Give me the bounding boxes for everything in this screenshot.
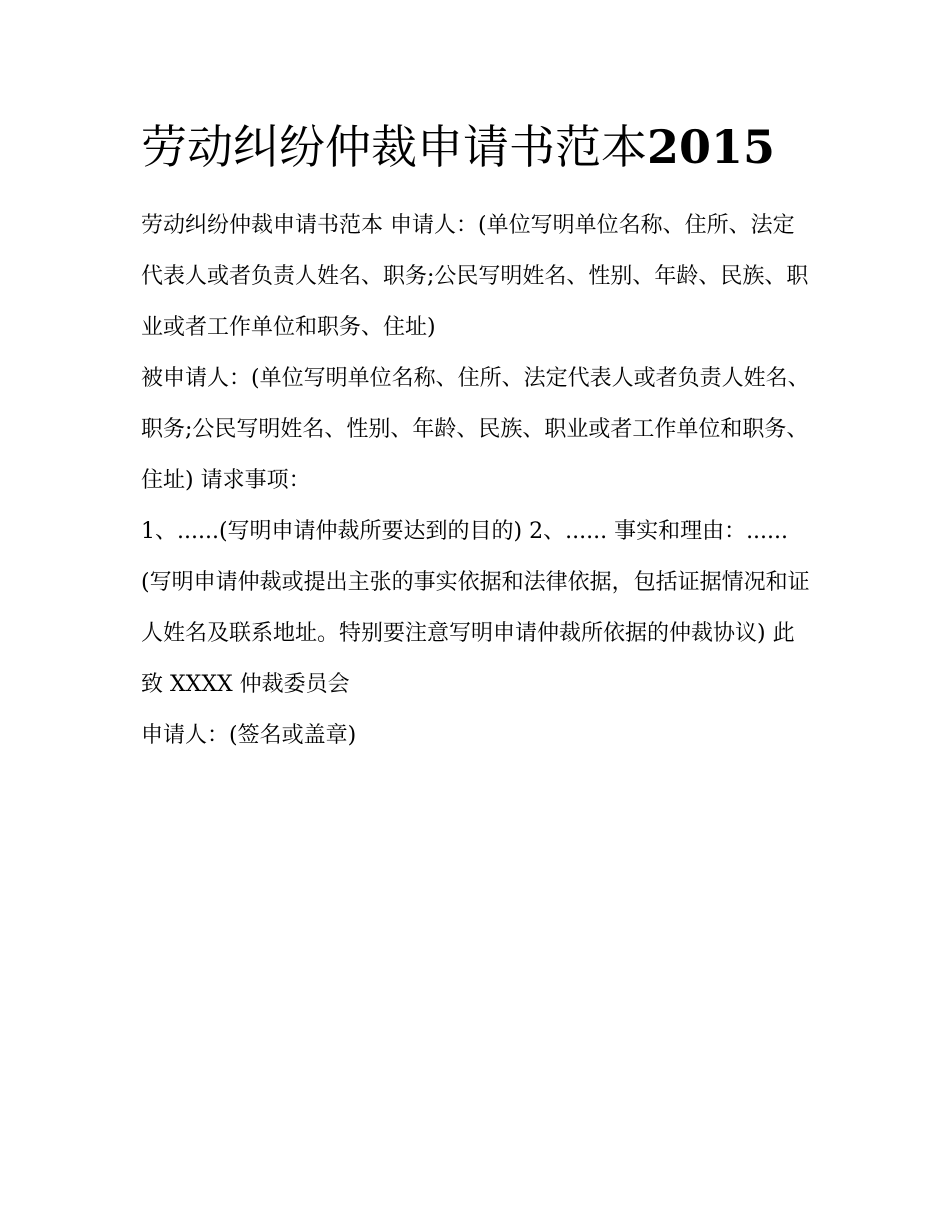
title-main: 劳动纠纷仲裁申请书范本	[141, 120, 647, 174]
title-year: 2015	[647, 120, 776, 174]
document-body	[141, 200, 813, 761]
paragraph-signature: 申请人：(签名或盖章)	[141, 723, 357, 748]
document-title	[141, 112, 831, 182]
paragraph-applicant: 劳动纠纷仲裁申请书范本 申请人：(单位写明单位名称、住所、法定代表人或者负责人姓名、职务;公民写明姓名、性别、年龄、民族、职业或者工作单位和职务、住址)	[141, 213, 809, 340]
paragraph-claims: 1、......(写明申请仲裁所要达到的目的) 2、...... 事实和理由：......(写明申请仲裁或提出主张的事实依据和法律依据，包括证据情况和证人姓名及联系地址。特别要注意写明申请仲裁所依据的仲裁协议) 此致 XXXX 仲裁委员会	[141, 519, 810, 697]
paragraph-respondent: 被申请人：(单位写明单位名称、住所、法定代表人或者负责人姓名、职务;公民写明姓名、性别、年龄、民族、职业或者工作单位和职务、住址) 请求事项：	[141, 366, 810, 493]
